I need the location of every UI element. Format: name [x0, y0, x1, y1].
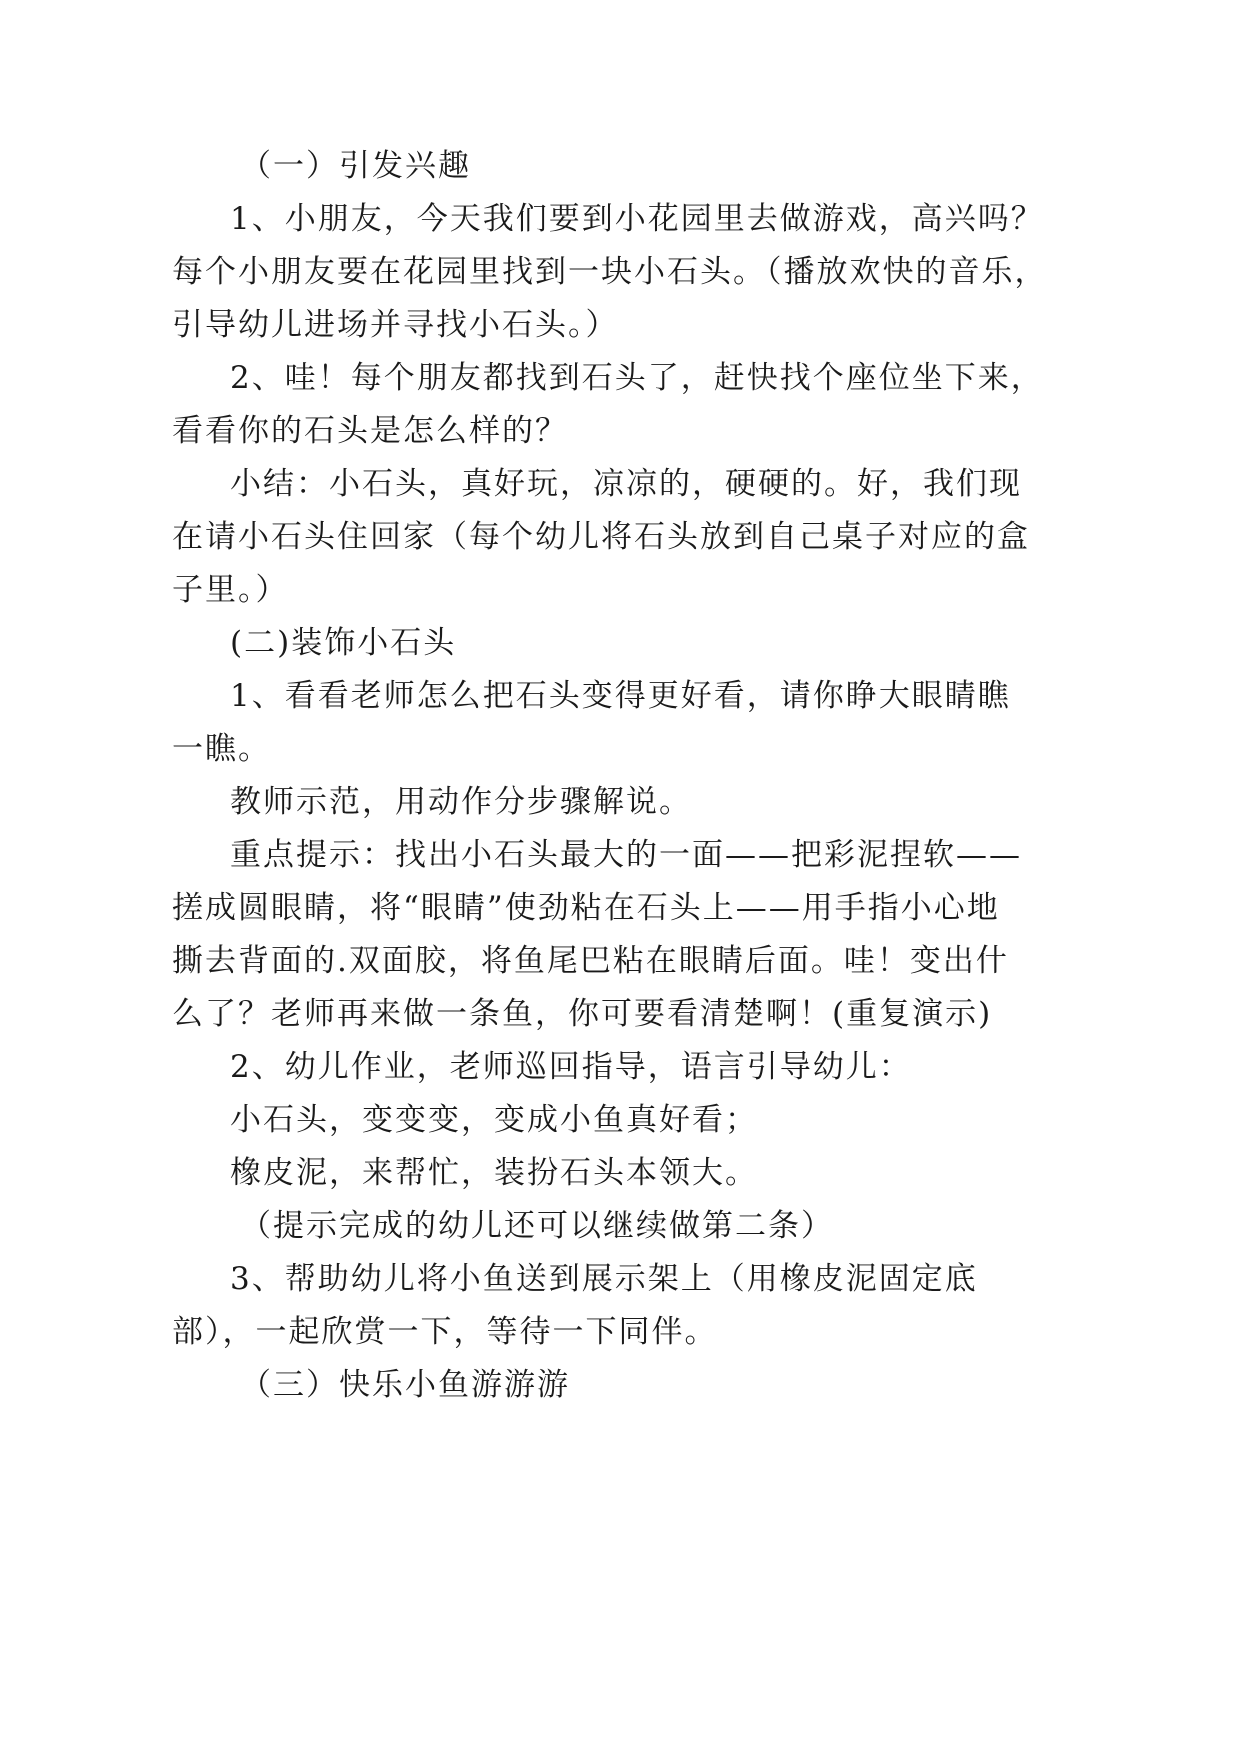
section-heading-1: （一）引发兴趣 — [240, 148, 471, 184]
section-heading-3: （三）快乐小鱼游游游 — [240, 1367, 570, 1403]
rhyme-line: 小石头，变变变，变成小鱼真好看； — [230, 1102, 758, 1138]
rhyme-line: 橡皮泥，来帮忙，装扮石头本领大。 — [230, 1155, 758, 1191]
paragraph-line: 一瞧。 — [172, 731, 271, 767]
paragraph-line: 重点提示：找出小石头最大的一面——把彩泥捏软—— — [230, 837, 1022, 873]
paragraph-line: 撕去背面的.双面胶，将鱼尾巴粘在眼睛后面。哇！变出什 — [172, 943, 1009, 979]
paragraph-line: 引导幼儿进场并寻找小石头。） — [172, 307, 619, 343]
paragraph-line: 搓成圆眼睛，将“眼睛”使劲粘在石头上——用手指小心地 — [172, 890, 1000, 926]
paragraph-line: 部），一起欣赏一下，等待一下同伴。 — [172, 1314, 718, 1350]
paragraph-line: 每个小朋友要在花园里找到一块小石头。（播放欢快的音乐， — [172, 254, 1048, 290]
paragraph-line: 2、幼儿作业，老师巡回指导，语言引导幼儿： — [230, 1049, 912, 1085]
paragraph-line: 3、帮助幼儿将小鱼送到展示架上（用橡皮泥固定底 — [230, 1261, 978, 1297]
paragraph-line: 小结：小石头，真好玩，凉凉的，硬硬的。好，我们现 — [230, 466, 1022, 502]
section-heading-2: (二)装饰小石头 — [230, 625, 457, 661]
paragraph-line: （提示完成的幼儿还可以继续做第二条） — [240, 1208, 834, 1244]
paragraph-line: 么了？老师再来做一条鱼，你可要看清楚啊！(重复演示) — [172, 996, 993, 1032]
paragraph-line: 子里。） — [172, 572, 289, 608]
paragraph-line: 看看你的石头是怎么样的？ — [172, 413, 568, 449]
paragraph-line: 1、小朋友，今天我们要到小花园里去做游戏，高兴吗？ — [230, 201, 1044, 237]
paragraph-line: 教师示范，用动作分步骤解说。 — [230, 784, 692, 820]
paragraph-line: 1、看看老师怎么把石头变得更好看，请你睁大眼睛瞧 — [230, 678, 1011, 714]
paragraph-line: 2、哇！每个朋友都找到石头了，赶快找个座位坐下来， — [230, 360, 1044, 396]
paragraph-line: 在请小石头住回家（每个幼儿将石头放到自己桌子对应的盒 — [172, 519, 1030, 555]
